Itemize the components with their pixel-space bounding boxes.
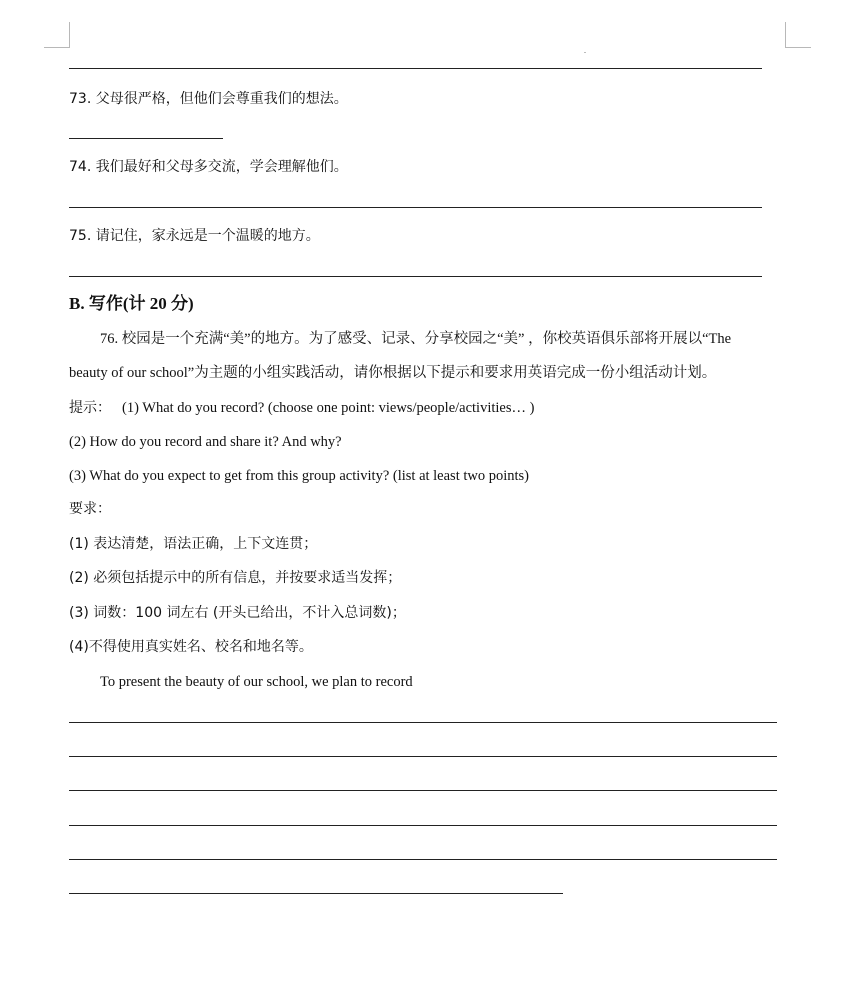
- page-corner-mark-top-left: [44, 22, 70, 48]
- page-corner-mark-top-right: [785, 22, 811, 48]
- writing-line-5: [69, 859, 777, 860]
- answer-line-74: [69, 207, 762, 208]
- hint-3: (3) What do you expect to get from this group activity? (list at least two points): [69, 468, 530, 484]
- requirement-3: (3) 词数：100 词左右 (开头已给出，不计入总词数)；: [69, 605, 406, 621]
- answer-line-75: [69, 276, 762, 277]
- requirements-label: 要求：: [69, 501, 111, 517]
- writing-prompt-line-1: 76. 校园是一个充满“美”的地方。为了感受、记录、分享校园之“美” ，你校英语俱乐部将开展以“The: [100, 331, 732, 347]
- hint-2: (2) How do you record and share it? And why?: [69, 434, 342, 450]
- requirement-1: (1) 表达清楚，语法正确，上下文连贯；: [69, 536, 318, 552]
- requirement-2: (2) 必须包括提示中的所有信息，并按要求适当发挥；: [69, 570, 402, 586]
- answer-line-72: [69, 68, 762, 69]
- writing-line-1: [69, 722, 777, 723]
- section-b-title: B. 写作(计 20 分): [69, 294, 194, 313]
- hint-1: (1) What do you record? (choose one point: views/people/activities… ): [122, 400, 535, 416]
- writing-line-2: [69, 756, 777, 757]
- question-74: 74. 我们最好和父母多交流，学会理解他们。: [69, 159, 348, 175]
- writing-line-6: [69, 893, 563, 894]
- answer-line-73: [69, 138, 223, 139]
- requirement-4: (4)不得使用真实姓名、校名和地名等。: [69, 639, 313, 655]
- essay-opening-sentence: To present the beauty of our school, we plan to record: [100, 674, 413, 690]
- writing-line-4: [69, 825, 777, 826]
- writing-prompt-line-2: beauty of our school”为主题的小组实践活动，请你根据以下提示和要求用英语完成一份小组活动计划。: [69, 365, 717, 381]
- question-75: 75. 请记住，家永远是一个温暖的地方。: [69, 228, 320, 244]
- hints-label: 提示：: [69, 400, 111, 416]
- page-speck: [584, 52, 586, 53]
- writing-line-3: [69, 790, 777, 791]
- question-73: 73. 父母很严格，但他们会尊重我们的想法。: [69, 91, 348, 107]
